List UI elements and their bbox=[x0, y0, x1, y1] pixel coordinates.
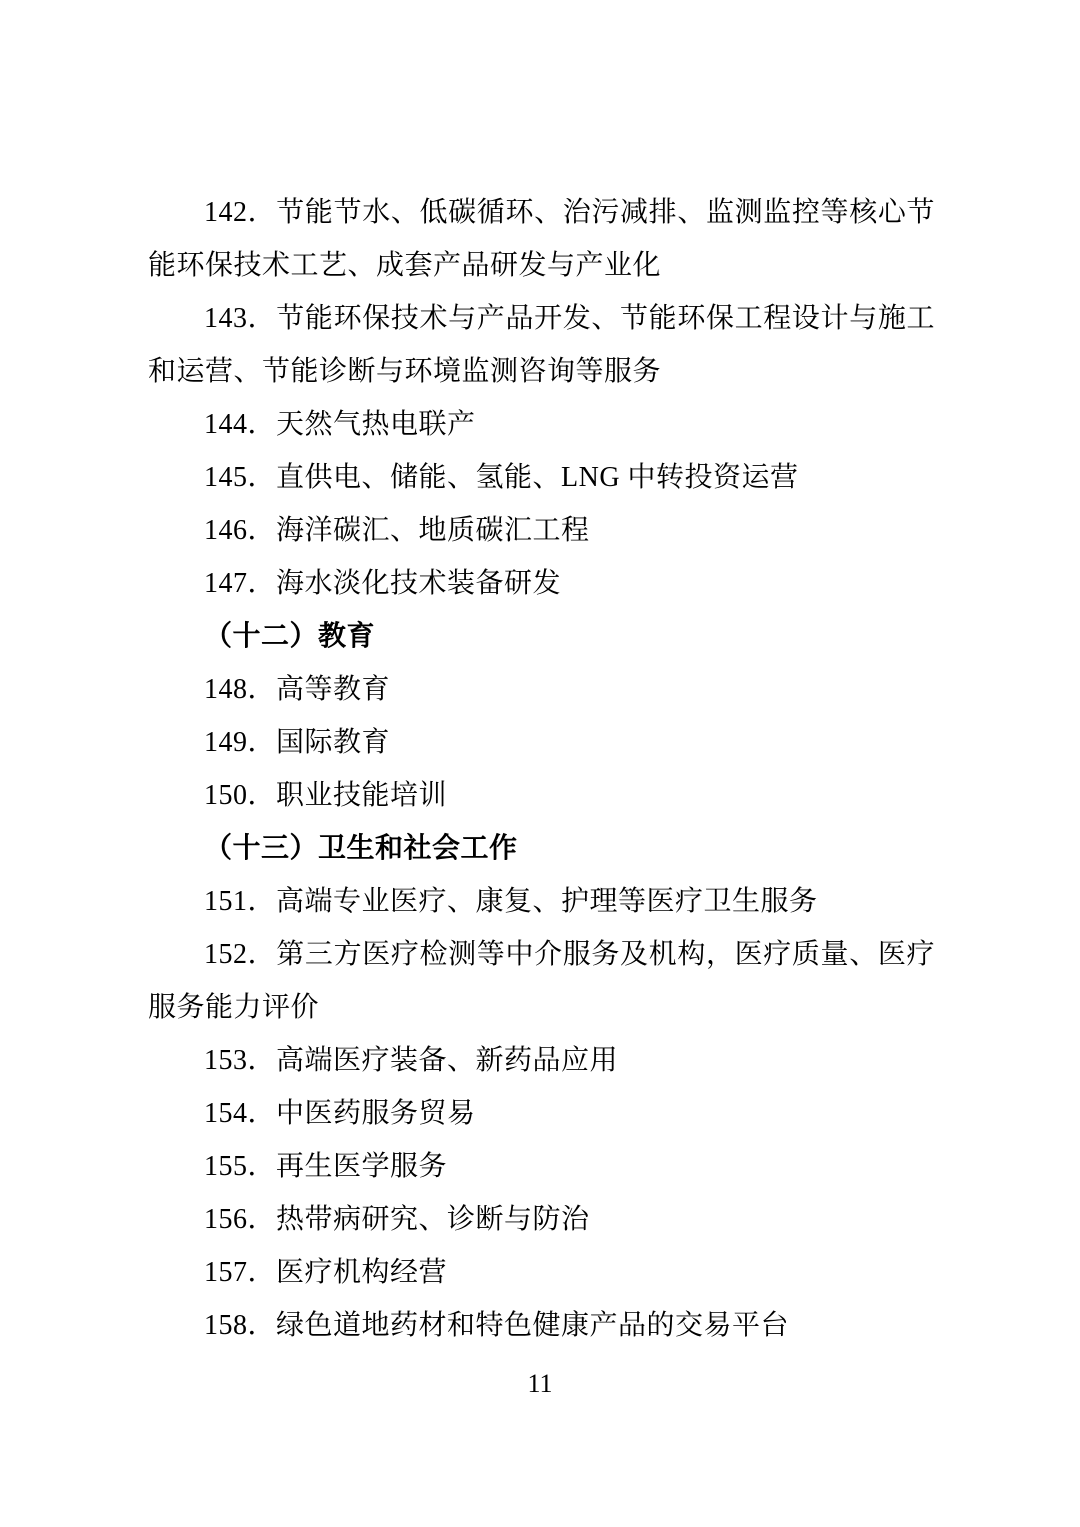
list-item: 146．海洋碳汇、地质碳汇工程 bbox=[204, 515, 590, 546]
list-item: 156．热带病研究、诊断与防治 bbox=[204, 1204, 590, 1235]
list-item: 149．国际教育 bbox=[204, 727, 391, 758]
list-item: 148．高等教育 bbox=[204, 674, 391, 705]
list-item: 157．医疗机构经营 bbox=[204, 1257, 448, 1288]
list-item: 145．直供电、储能、氢能、LNG 中转投资运营 bbox=[204, 462, 799, 493]
list-item: 144．天然气热电联产 bbox=[204, 409, 476, 440]
list-item: 142．节能节水、低碳循环、治污减排、监测监控等核心节能环保技术工艺、成套产品研发与产业化 bbox=[148, 197, 935, 281]
section-heading: （十三）卫生和社会工作 bbox=[204, 833, 518, 864]
list-item: 154．中医药服务贸易 bbox=[204, 1098, 476, 1129]
list-item: 143．节能环保技术与产品开发、节能环保工程设计与施工和运营、节能诊断与环境监测咨询等服务 bbox=[148, 303, 935, 387]
list-item: 152．第三方医疗检测等中介服务及机构，医疗质量、医疗服务能力评价 bbox=[148, 939, 935, 1023]
section-heading: （十二）教育 bbox=[204, 621, 376, 652]
list-item: 153．高端医疗装备、新药品应用 bbox=[204, 1045, 619, 1076]
list-item: 147．海水淡化技术装备研发 bbox=[204, 568, 562, 599]
list-item: 150．职业技能培训 bbox=[204, 780, 448, 811]
document-body bbox=[148, 186, 935, 1352]
list-item: 158．绿色道地药材和特色健康产品的交易平台 bbox=[204, 1310, 790, 1341]
list-item: 151．高端专业医疗、康复、护理等医疗卫生服务 bbox=[204, 886, 818, 917]
list-item: 155．再生医学服务 bbox=[204, 1151, 448, 1182]
page-number: 11 bbox=[527, 1369, 553, 1398]
